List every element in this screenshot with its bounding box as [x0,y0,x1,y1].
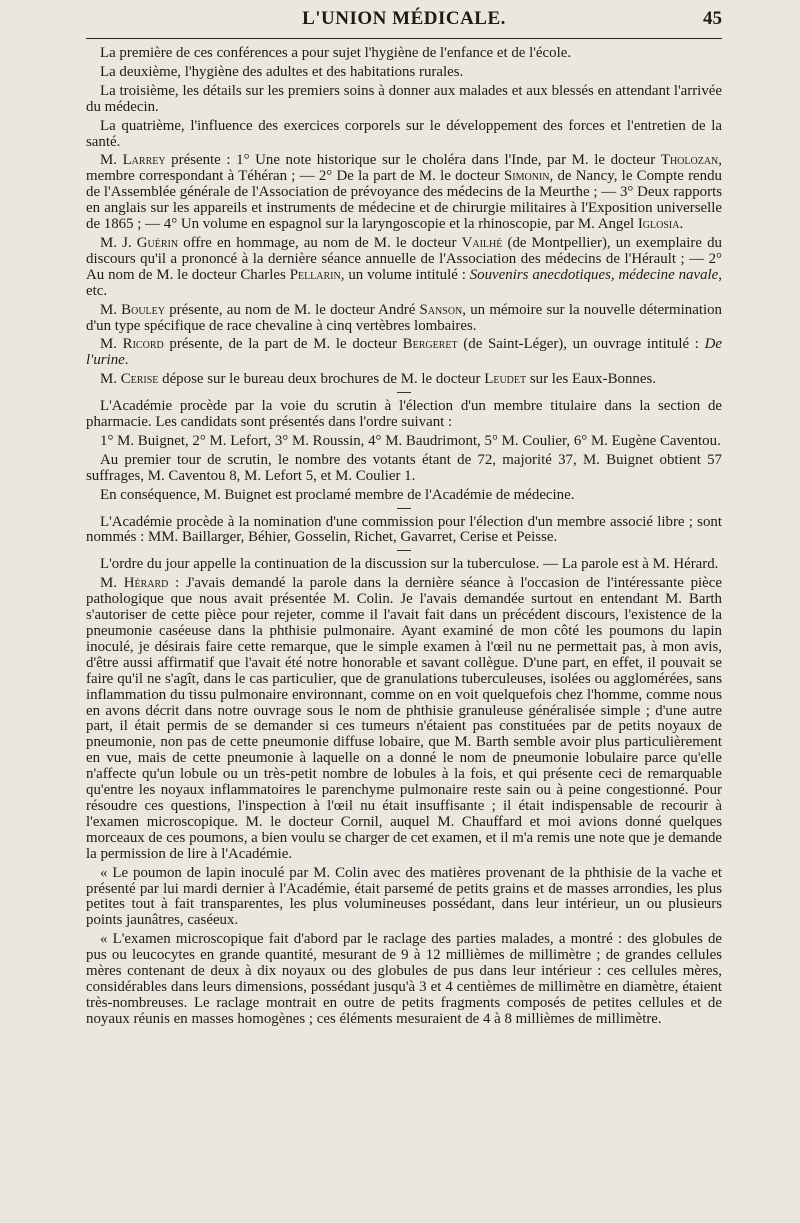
header-rule [86,38,722,39]
text-run: M. [100,301,122,318]
section-divider [397,392,411,393]
name-ricord: Ricord [122,336,164,353]
paragraph-candidates: 1° M. Buignet, 2° M. Lefort, 3° M. Roussin, 4° M. Baudrimont, 5° M. Coulier, 6° M. Eugène Caventou. [100,432,721,449]
name-cerise: Cerise [120,371,159,388]
text-run: présente, au nom de M. le docteur André [165,301,420,318]
text-run: , un mémoire sur la nouvelle détermination d'un type spécifique de race chevaline à cinq vertèbres lombaires. [86,301,722,334]
text-run: M. [100,152,123,169]
text-run: (de Saint-Léger), un ouvrage intitulé : [457,336,705,353]
paragraph-order-of-day: L'ordre du jour appelle la continuation de la discussion sur la tuberculose. — La parole est à M. Hérard. [100,556,719,573]
paragraph-election: L'Académie procède par la voie du scrutin à l'élection d'un membre titulaire dans la section de pharmacie. Les candidats sont présentés dans l'ordre suivant : [86,398,722,431]
page-number: 45 [703,8,722,29]
paragraph-2: La deuxième, l'hygiène des adultes et des habitations rurales. [100,63,464,80]
paragraph-bouley [86,303,722,335]
body-text [86,46,722,1031]
section-divider [397,550,411,551]
text-run: présente, de la part de M. le docteur [163,336,403,353]
name-guerin: Guérin [136,234,179,251]
paragraph-3: La troisième, les détails sur les premiers soins à donner aux malades et aux blessés en attendant l'arrivée du médecin. [86,82,722,115]
text-run: , un volume intitulé : [340,266,470,283]
running-title: L'UNION MÉDICALE. [302,8,506,29]
text-run: M. [100,371,121,388]
section-divider [397,508,411,509]
name-bouley: Bouley [121,301,165,318]
paragraph-quote-1: « Le poumon de lapin inoculé par M. Colin avec des matières provenant de la phthisie de la vache et présenté par lui mardi dernier à l'Académie, était parsemé de petits grains et de masses arrondies, les plus petites tout à fait transparentes, les plus volumineuses possédant, dans leur intérieur, un ou plusieurs points jaunâtres, caséeux. [86,864,722,929]
name-tholozan: Tholozan [660,152,719,169]
page-header [86,6,722,32]
paragraph-herard [86,576,722,862]
paragraph-larrey [86,153,722,233]
paragraph-4: La quatrième, l'influence des exercices corporels sur le développement des forces et l'entretien de la santé. [86,117,722,150]
text-run: , de Nancy, le Compte rendu de l'Assemblée générale de l'Association de prévoyance des médecins de la Meurthe ; — 3° Deux rapports en anglais sur les appareils et instruments de médecine et de chirurgie militaires à l'Exposition universelle de 1865 ; — 4° Un volume en espagnol sur la laryngoscopie et la rhinoscopie, par M. Angel [86,168,722,233]
text-run: M. [100,336,123,353]
paragraph-proclamation: En conséquence, M. Buignet est proclamé membre de l'Académie de médecine. [100,486,575,503]
text-run: M. J. [100,234,137,251]
text-run: . [679,216,684,233]
text-run: (de Montpellier), un exemplaire du discours qu'il a prononcé à la dernière séance annuelle de l'Association des médecins de l'Hérault ; — 2° Au nom de M. le docteur Charles [86,234,722,283]
name-sanson: Sanson [419,301,463,318]
text-run: : J'avais demandé la parole dans la dernière séance à l'occasion de l'intéressante pièce pathologique que nous avait présentée M. Colin. Je l'avais demandée surtout en entendant M. Barth s'autoriser de cette pièce pour rejeter, comme il l'avait fait dans un précédent discours, l'existence de la pneumonie caséeuse dans la phthisie pulmonaire. Ayant examiné de mon côté les poumons du lapin inoculé, je désirais faire cette remarque, que le simple examen à l'œil nu ne permettait pas, à mon avis, d'être aussi affirmatif que l'avait été notre honorable et savant collègue. D'une part, en effet, il pouvait se faire qu'il ne s'agît, dans le cas particulier, que de granulations tuberculeuses, isolées ou agglomérées, sans inflammation du tissu pulmonaire environnant, comme on en voit quelquefois chez l'homme, comme nous en avons décrit dans notre ouvrage sous le nom de phthisie granuleuse généralisée simple ; d'une autre part, il était permis de se demander si ces tumeurs n'étaient pas constituées par de petits noyaux de pneumonie, non pas de cette pneumonie diffuse lobaire, que M. Barth semble avoir plus particulièrement en vue, mais de cette pneumonie à laquelle on a donné le nom de pneumonie lobulaire parce qu'elle n'affecte qu'un lobule ou un très-petit nombre de lobules à la fois, et qui présente ceci de remarquable qu'entre les noyaux inflammatoires le parenchyme pulmonaire reste sain ou à peine congestionné. Pour résoudre ces questions, l'inspection à l'œil nu était insuffisante ; il était indispensable de recourir à l'examen microscopique. M. le docteur Cornil, auquel M. Chauffard et moi avions donné quelques morceaux de ces poumons, a bien voulu se charger de cet examen, et il m'a remis une note que je demande la permission de lire à l'Académie. [86,575,722,862]
name-pellarin: Pellarin [289,266,341,283]
name-herard: Hérard [123,575,169,592]
book-title: De l'urine [86,336,723,369]
name-leudet: Leudet [484,371,527,388]
text-run: dépose sur le bureau deux brochures de M. le docteur [158,371,485,388]
paragraph-quote-2: « L'examen microscopique fait d'abord par le raclage des parties malades, a montré : des globules de pus ou leucocytes en grande quantité, mesurant de 9 à 12 millièmes de millimètre ; de grandes cellules mères contenant de deux à dix noyaux ou des globules de pus dans leur intérieur : ces cellules mères, considérables dans leurs dimensions, possédant jusqu'à 3 et 4 centièmes de millimètre en diamètre, étaient très-nombreuses. Le raclage montrait en outre de petits fragments composés de petites cellules et de noyaux réunis en masses homogènes ; ces éléments mesuraient de 4 à 8 millièmes de millimètre. [86,931,722,1027]
paragraph-commission: L'Académie procède à la nomination d'une commission pour l'élection d'un membre associé libre ; sont nommés : MM. Baillarger, Béhier, Gosselin, Richet, Gavarret, Cerise et Peisse. [86,513,722,546]
name-simonin: Simonin [504,168,550,185]
name-iglosia: Iglosia [637,216,680,233]
book-title: Souvenirs anecdotiques, médecine navale [469,266,719,283]
paragraph-ricord [86,337,722,369]
text-run: . [124,352,129,369]
paragraph-1: La première de ces conférences a pour sujet l'hygiène de l'enfance et de l'école. [100,45,572,61]
text-run: M. [100,575,124,592]
text-run: , etc. [86,266,722,299]
text-run: , membre correspondant à Téhéran ; — 2° De la part de M. le docteur [86,152,723,185]
name-larrey: Larrey [122,152,166,169]
text-run: sur les Eaux-Bonnes. [526,371,656,388]
text-run: présente : 1° Une note historique sur le choléra dans l'Inde, par M. le docteur [165,152,661,169]
paragraph-vote-results: Au premier tour de scrutin, le nombre des votants étant de 72, majorité 37, M. Buignet obtient 57 suffrages, M. Caventou 8, M. Lefort 5, et M. Coulier 1. [86,451,722,484]
text-run: offre en hommage, au nom de M. le docteur [178,234,462,251]
paragraph-cerise [86,372,722,388]
paragraph-guerin [86,236,722,300]
name-vailhe: Vailhé [461,234,503,251]
name-bergeret: Bergeret [402,336,458,353]
